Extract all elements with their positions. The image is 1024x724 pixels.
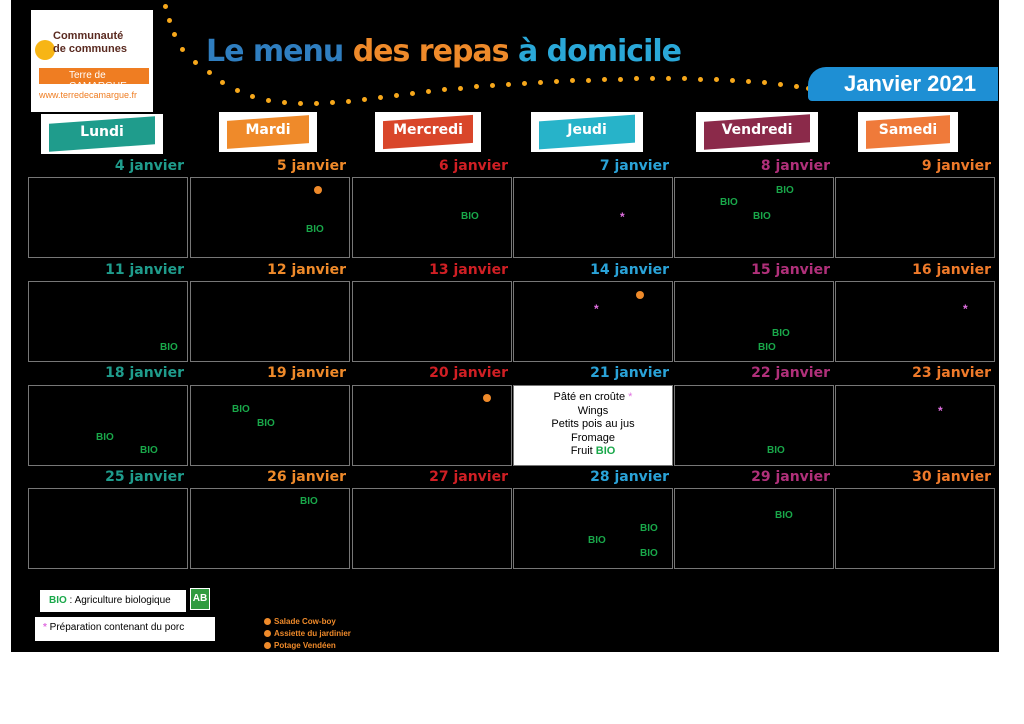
- day-cell: [835, 385, 995, 466]
- dot-icon: [346, 99, 351, 104]
- dot-icon: [778, 82, 783, 87]
- month-label: Janvier 2021: [844, 71, 977, 96]
- legend-bio: [40, 590, 186, 612]
- dot-icon: [538, 80, 543, 85]
- title-part3: à domicile: [517, 34, 681, 69]
- legend-bio-key: BIO: [49, 595, 67, 606]
- dot-icon: [602, 77, 607, 82]
- bio-badge: BIO: [306, 224, 324, 235]
- dot-icon: [522, 81, 527, 86]
- day-header-mercredi: [375, 112, 481, 152]
- dot-icon: [618, 77, 623, 82]
- bio-badge: BIO: [257, 418, 275, 429]
- date-label: 19 janvier: [267, 365, 346, 381]
- day-cell: [28, 488, 188, 569]
- day-cell: [190, 488, 350, 569]
- bio-badge: BIO: [753, 211, 771, 222]
- bio-badge: BIO: [775, 510, 793, 521]
- logo: [31, 10, 153, 112]
- logo-line2: de communes: [53, 43, 127, 55]
- day-cell: [352, 281, 512, 362]
- dot-icon: [330, 100, 335, 105]
- legend-orange-item: [264, 629, 351, 638]
- dot-icon: [180, 47, 185, 52]
- date-label: 14 janvier: [590, 262, 669, 278]
- day-cell: [513, 385, 673, 466]
- date-label: 22 janvier: [751, 365, 830, 381]
- menu-line: Pâté en croûte *: [553, 391, 633, 403]
- sun-icon: [35, 40, 55, 60]
- ab-logo-icon: AB: [190, 588, 210, 610]
- bio-badge: BIO: [640, 548, 658, 559]
- dot-icon: [506, 82, 511, 87]
- day-name: Vendredi: [721, 122, 793, 138]
- bio-badge: BIO: [767, 445, 785, 456]
- bio-badge: BIO: [776, 185, 794, 196]
- day-cell: [28, 177, 188, 258]
- logo-brand: Terre de CAMARGUE: [69, 70, 127, 92]
- logo-url: www.terredecamargue.fr: [39, 90, 138, 100]
- menu-line: Fruit BIO: [570, 445, 616, 457]
- day-cell: [190, 281, 350, 362]
- pork-star-icon: *: [43, 622, 47, 633]
- orange-dot-icon: [483, 394, 491, 402]
- dot-icon: [220, 80, 225, 85]
- legend-orange-item: [264, 617, 336, 626]
- legend-pork: [35, 617, 215, 641]
- date-label: 21 janvier: [590, 365, 669, 381]
- dot-icon: [730, 78, 735, 83]
- bio-badge: BIO: [588, 535, 606, 546]
- date-label: 11 janvier: [105, 262, 184, 278]
- dot-icon: [266, 98, 271, 103]
- day-cell: [28, 385, 188, 466]
- day-name: Jeudi: [567, 122, 607, 138]
- dot-icon: [362, 97, 367, 102]
- dot-icon: [746, 79, 751, 84]
- date-label: 6 janvier: [438, 158, 508, 174]
- pork-star-icon: *: [938, 404, 943, 418]
- legend-bio-text: : Agriculture biologique: [66, 595, 171, 606]
- day-cell: [835, 281, 995, 362]
- day-cell: [674, 281, 834, 362]
- day-header-mardi: [219, 112, 317, 152]
- date-label: 16 janvier: [912, 262, 991, 278]
- dot-icon: [250, 94, 255, 99]
- day-header-lundi: [41, 114, 163, 154]
- title-part2: des repas: [352, 34, 518, 69]
- legend-pork-text: Préparation contenant du porc: [46, 622, 185, 633]
- orange-dot-icon: [314, 186, 322, 194]
- dot-icon: [378, 95, 383, 100]
- day-cell: [674, 488, 834, 569]
- dot-icon: [394, 93, 399, 98]
- dot-icon: [714, 77, 719, 82]
- date-label: 15 janvier: [751, 262, 830, 278]
- menu-line: Petits pois au jus: [551, 418, 635, 430]
- bio-badge: BIO: [96, 432, 114, 443]
- date-label: 30 janvier: [912, 469, 991, 485]
- menu-line: Wings: [577, 404, 609, 417]
- date-label: 4 janvier: [114, 158, 184, 174]
- orange-dot-icon: [636, 291, 644, 299]
- orange-dot-icon: [264, 642, 271, 649]
- date-label: 7 janvier: [599, 158, 669, 174]
- month-banner: [808, 67, 998, 101]
- bio-badge: BIO: [758, 342, 776, 353]
- day-name: Samedi: [878, 122, 938, 138]
- legend-orange-item: [264, 641, 336, 650]
- date-label: 23 janvier: [912, 365, 991, 381]
- dot-icon: [650, 76, 655, 81]
- dot-icon: [172, 32, 177, 37]
- day-cell: [352, 177, 512, 258]
- date-label: 9 janvier: [921, 158, 991, 174]
- orange-dot-icon: [264, 618, 271, 625]
- dot-icon: [474, 84, 479, 89]
- dot-icon: [410, 91, 415, 96]
- day-cell: [352, 488, 512, 569]
- orange-dot-icon: [264, 630, 271, 637]
- legend-orange-label: Potage Vendéen: [274, 641, 336, 650]
- day-name: Mardi: [245, 122, 291, 138]
- dot-icon: [634, 76, 639, 81]
- date-label: 8 janvier: [760, 158, 830, 174]
- day-cell: [190, 177, 350, 258]
- dot-icon: [794, 84, 799, 89]
- dot-icon: [426, 89, 431, 94]
- dot-icon: [193, 60, 198, 65]
- pork-star-icon: *: [963, 302, 968, 316]
- day-cell: [674, 385, 834, 466]
- title-part1: Le menu: [206, 34, 353, 69]
- day-cell: [835, 177, 995, 258]
- dot-icon: [586, 78, 591, 83]
- day-header-samedi: [858, 112, 958, 152]
- dot-icon: [282, 100, 287, 105]
- bio-badge: BIO: [461, 211, 479, 222]
- bio-badge: BIO: [640, 523, 658, 534]
- pork-star-icon: *: [594, 302, 599, 316]
- pork-star-icon: *: [620, 210, 625, 224]
- bio-badge: BIO: [720, 197, 738, 208]
- day-name: Mercredi: [393, 122, 463, 138]
- day-header-vendredi: [696, 112, 818, 152]
- logo-line1: Communauté: [53, 30, 124, 42]
- legend-orange-label: Salade Cow-boy: [274, 617, 336, 626]
- dot-icon: [314, 101, 319, 106]
- date-label: 25 janvier: [105, 469, 184, 485]
- date-label: 18 janvier: [105, 365, 184, 381]
- dot-icon: [698, 77, 703, 82]
- day-cell: [513, 281, 673, 362]
- dot-icon: [298, 101, 303, 106]
- dot-icon: [207, 70, 212, 75]
- date-label: 5 janvier: [276, 158, 346, 174]
- page-title: [206, 34, 681, 69]
- date-label: 29 janvier: [751, 469, 830, 485]
- date-label: 20 janvier: [429, 365, 508, 381]
- dot-icon: [682, 76, 687, 81]
- dot-icon: [570, 78, 575, 83]
- dot-icon: [167, 18, 172, 23]
- dot-icon: [235, 88, 240, 93]
- date-label: 13 janvier: [429, 262, 508, 278]
- bio-badge: BIO: [300, 496, 318, 507]
- legend-orange-label: Assiette du jardinier: [274, 629, 351, 638]
- menu-line: Fromage: [570, 431, 616, 444]
- dot-icon: [442, 87, 447, 92]
- date-label: 28 janvier: [590, 469, 669, 485]
- dot-icon: [554, 79, 559, 84]
- date-label: 12 janvier: [267, 262, 346, 278]
- day-header-jeudi: [531, 112, 643, 152]
- day-cell: [835, 488, 995, 569]
- date-label: 27 janvier: [429, 469, 508, 485]
- dot-icon: [666, 76, 671, 81]
- bio-badge: BIO: [772, 328, 790, 339]
- day-cell: [513, 177, 673, 258]
- dot-icon: [762, 80, 767, 85]
- bio-badge: BIO: [160, 342, 178, 353]
- date-label: 26 janvier: [267, 469, 346, 485]
- bio-badge: BIO: [232, 404, 250, 415]
- day-name: Lundi: [80, 124, 124, 140]
- bio-badge: BIO: [140, 445, 158, 456]
- dot-icon: [490, 83, 495, 88]
- dot-icon: [458, 86, 463, 91]
- dot-icon: [163, 4, 168, 9]
- menu-jan-21: [514, 391, 672, 459]
